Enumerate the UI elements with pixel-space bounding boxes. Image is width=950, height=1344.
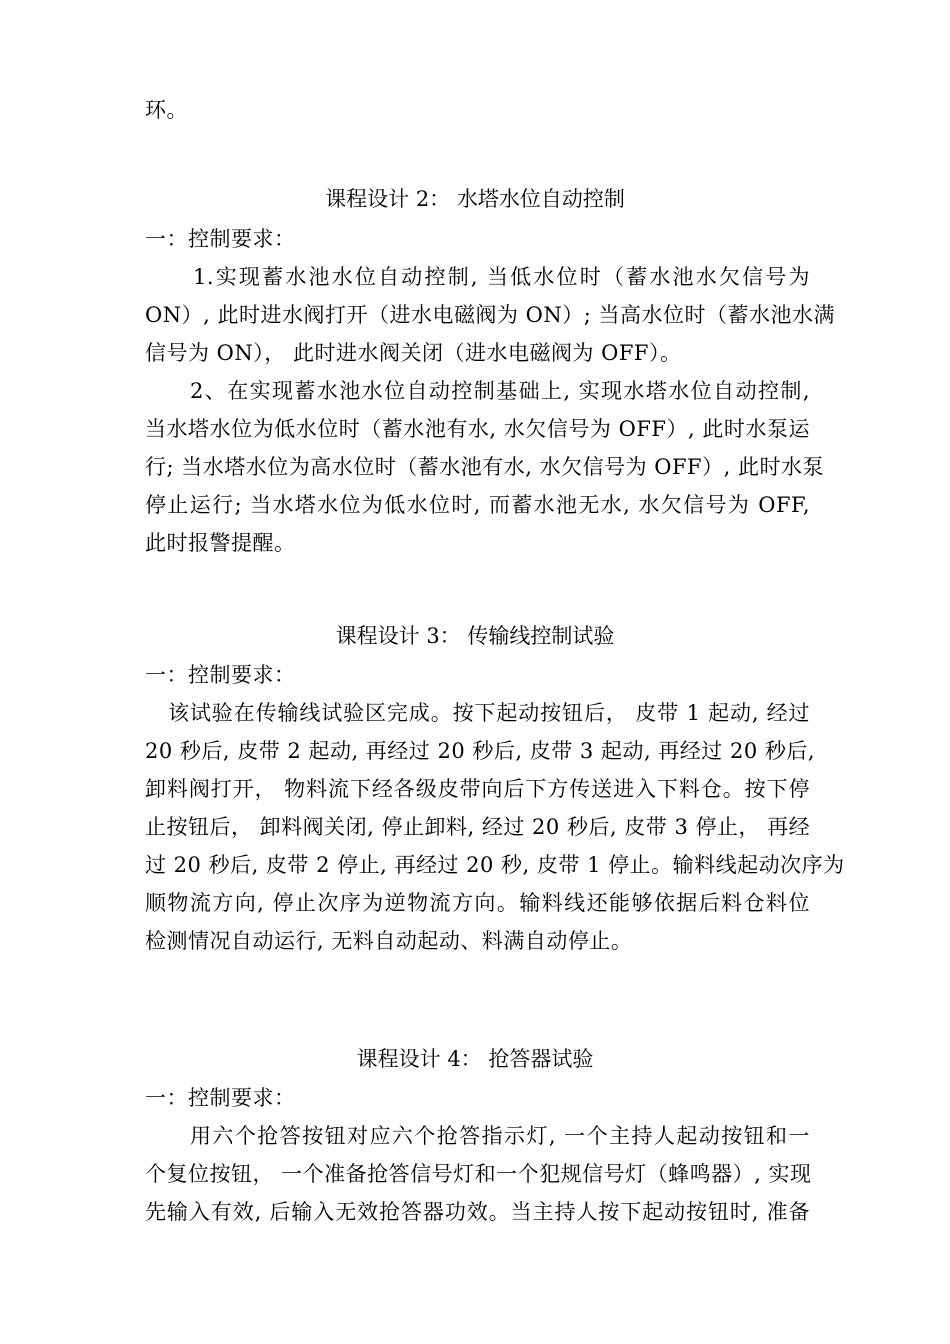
section-3-line-7: 检测情况自动运行, 无料自动起动、料满自动停止。 xyxy=(145,929,633,953)
section-2-line-7: 停止运行; 当水塔水位为低水位时, 而蓄水池无水, 水欠信号为 OFF, xyxy=(145,493,810,517)
section-3-line-6: 顺物流方向, 停止次序为逆物流方向。输料线还能够依据后料仓料位 xyxy=(145,891,810,915)
section-2-line-8: 此时报警提醒。 xyxy=(145,531,296,555)
section-4-line-3: 先输入有效, 后输入无效抢答器功效。当主持人按下起动按钮时, 准备 xyxy=(145,1200,810,1224)
section-3-subtitle: 一：控制要求： xyxy=(145,663,296,687)
section-2-line-5: 当水塔水位为低水位时（蓄水池有水, 水欠信号为 OFF）, 此时水泵运 xyxy=(145,417,810,441)
section-3-line-3: 卸料阀打开， 物料流下经各级皮带向后下方传送进入下料仓。按下停 xyxy=(145,777,810,801)
section-3-line-2: 20 秒后, 皮带 2 起动, 再经过 20 秒后, 皮带 3 起动, 再经过 20 秒后, xyxy=(145,739,816,763)
section-4-title: 课程设计 4： 抢答器试验 xyxy=(356,1047,594,1071)
section-3-title: 课程设计 3： 传输线控制试验 xyxy=(335,624,615,648)
section-3-line-1: 该试验在传输线试验区完成。按下起动按钮后， 皮带 1 起动, 经过 xyxy=(168,701,810,725)
section-2-line-6: 行; 当水塔水位为高水位时（蓄水池有水, 水欠信号为 OFF）, 此时水泵 xyxy=(145,455,824,479)
section-4-line-1: 用六个抢答按钮对应六个抢答指示灯, 一个主持人起动按钮和一 xyxy=(190,1124,810,1148)
section-3-line-5: 过 20 秒后, 皮带 2 停止, 再经过 20 秒, 皮带 1 停止。输料线起动次序为 xyxy=(145,853,845,877)
section-4-line-2: 个复位按钮， 一个准备抢答信号灯和一个犯规信号灯（蜂鸣器）, 实现 xyxy=(145,1162,812,1186)
section-4-subtitle: 一：控制要求： xyxy=(145,1086,296,1110)
section-2-subtitle: 一：控制要求： xyxy=(145,227,296,251)
section-2-title: 课程设计 2： 水塔水位自动控制 xyxy=(325,187,625,211)
section-2-line-2: ON）, 此时进水阀打开（进水电磁阀为 ON）; 当高水位时（蓄水池水满 xyxy=(145,303,835,327)
section-2-line-3: 信号为 ON）， 此时进水阀关闭（进水电磁阀为 OFF）。 xyxy=(145,341,682,365)
section-2-line-1: 1.实现蓄水池水位自动控制, 当低水位时（蓄水池水欠信号为 xyxy=(193,265,810,289)
section-2-line-4: 2、在实现蓄水池水位自动控制基础上, 实现水塔水位自动控制, xyxy=(190,379,810,403)
intro-tail-text: 环。 xyxy=(145,98,188,122)
section-3-line-4: 止按钮后， 卸料阀关闭, 停止卸料, 经过 20 秒后, 皮带 3 停止， 再经 xyxy=(145,815,811,839)
